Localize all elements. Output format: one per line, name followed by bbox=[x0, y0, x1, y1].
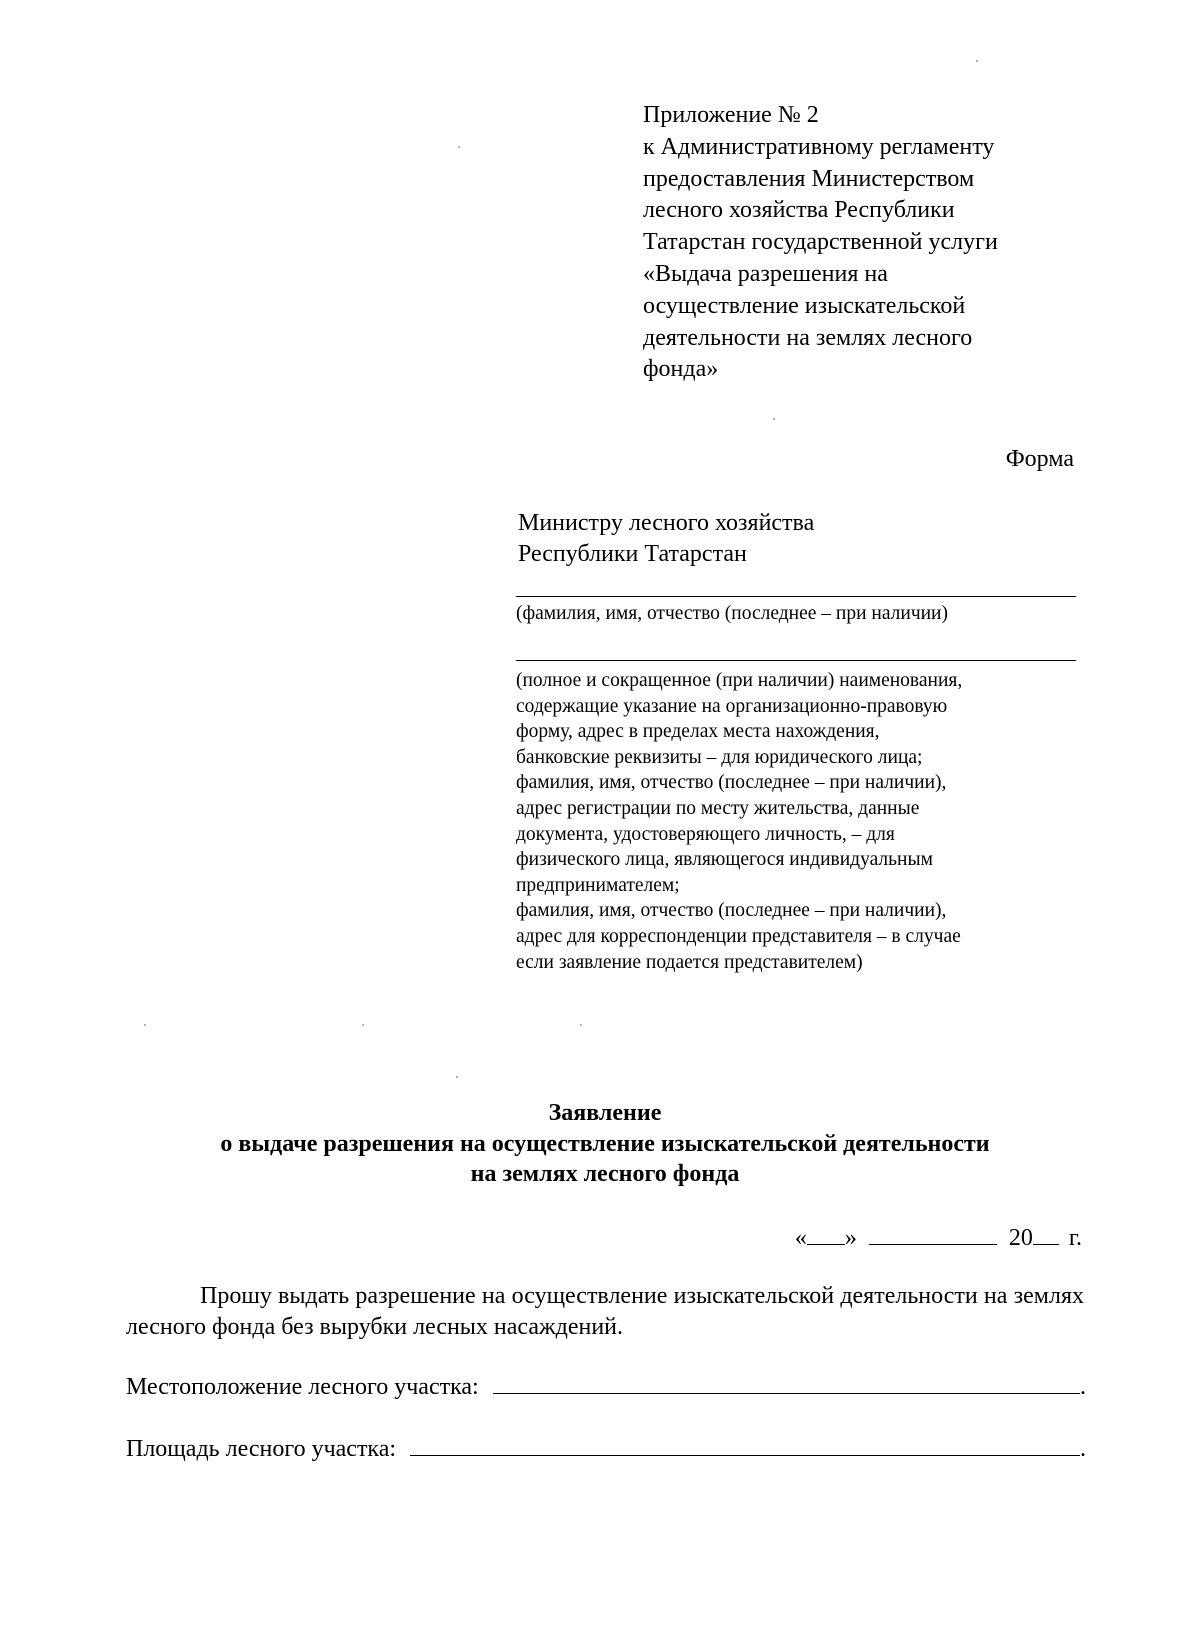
addressee-block bbox=[518, 508, 814, 570]
scan-speck bbox=[580, 1024, 582, 1026]
annex-line: «Выдача разрешения на bbox=[643, 260, 888, 287]
area-end-mark: . bbox=[1080, 1436, 1086, 1462]
addressee-line: Министру лесного хозяйства bbox=[518, 510, 815, 536]
caption-line: адрес регистрации по месту жительства, данные bbox=[516, 797, 920, 819]
caption-line: если заявление подается представителем) bbox=[516, 951, 863, 973]
form-label: Форма bbox=[1005, 446, 1074, 472]
annex-line: Приложение № 2 bbox=[643, 102, 819, 128]
caption-line: документа, удостоверяющего личность, – для bbox=[516, 823, 895, 845]
applicant-name-line[interactable] bbox=[516, 596, 1076, 597]
scan-speck bbox=[144, 1024, 146, 1026]
annex-line: к Административному регламенту bbox=[643, 133, 995, 160]
caption-line: (полное и сокращенное (при наличии) наименования, bbox=[516, 670, 963, 691]
date-close-quote: » bbox=[844, 1225, 857, 1251]
caption-line: фамилия, имя, отчество (последнее – при наличии), bbox=[516, 900, 947, 922]
annex-line: фонда» bbox=[643, 356, 719, 383]
location-row bbox=[126, 1371, 1086, 1402]
annex-line: деятельности на землях лесного bbox=[643, 324, 973, 351]
request-text: Прошу выдать разрешение на осуществление изыскательской деятельности на землях лесного фонда без вырубки лесных насаждений. bbox=[126, 1283, 1084, 1340]
date-century: 20 bbox=[1008, 1225, 1033, 1251]
applicant-details-caption bbox=[516, 668, 962, 975]
date-year-suffix: г. bbox=[1068, 1225, 1082, 1251]
area-field[interactable] bbox=[410, 1433, 1080, 1456]
annex-header bbox=[643, 100, 1103, 386]
date-month-field[interactable] bbox=[869, 1222, 997, 1245]
scan-speck bbox=[773, 418, 775, 420]
caption-line: физического лица, являющегося индивидуальным bbox=[516, 849, 933, 871]
location-end-mark: . bbox=[1080, 1374, 1086, 1400]
scan-speck bbox=[362, 1024, 364, 1026]
annex-line: лесного хозяйства Республики bbox=[643, 197, 955, 224]
caption-line: фамилия, имя, отчество (последнее – при наличии), bbox=[516, 772, 947, 794]
title-line: о выдаче разрешения на осуществление изыскательской деятельности bbox=[220, 1130, 990, 1157]
document-title bbox=[0, 1098, 1200, 1190]
applicant-details-line[interactable] bbox=[516, 660, 1076, 661]
date-line bbox=[795, 1222, 1082, 1253]
date-open-quote: « bbox=[794, 1225, 807, 1251]
caption-line: форму, адрес в пределах места нахождения, bbox=[516, 721, 880, 743]
scan-speck bbox=[976, 60, 978, 62]
area-label: Площадь лесного участка: bbox=[126, 1436, 397, 1462]
caption-line: содержащие указание на организационно-правовую bbox=[516, 695, 948, 717]
title-line: на землях лесного фонда bbox=[470, 1161, 740, 1187]
request-paragraph bbox=[126, 1281, 1084, 1343]
scan-speck bbox=[458, 146, 460, 148]
annex-line: осуществление изыскательской bbox=[643, 292, 966, 319]
location-label: Местоположение лесного участка: bbox=[126, 1374, 479, 1400]
annex-line: Татарстан государственной услуги bbox=[643, 229, 998, 256]
addressee-line: Республики Татарстан bbox=[518, 541, 747, 567]
location-field[interactable] bbox=[493, 1371, 1080, 1394]
title-line: Заявление bbox=[548, 1100, 662, 1126]
caption-line: адрес для корреспонденции представителя – в случае bbox=[516, 925, 961, 947]
caption-line: банковские реквизиты – для юридического лица; bbox=[516, 746, 923, 768]
scan-speck bbox=[456, 1076, 458, 1078]
area-row bbox=[126, 1433, 1086, 1464]
date-year-field[interactable] bbox=[1033, 1222, 1059, 1245]
date-day-field[interactable] bbox=[807, 1222, 845, 1245]
applicant-name-caption: (фамилия, имя, отчество (последнее – при наличии) bbox=[516, 603, 948, 624]
caption-line: предпринимателем; bbox=[516, 874, 680, 896]
annex-line: предоставления Министерством bbox=[643, 165, 975, 192]
